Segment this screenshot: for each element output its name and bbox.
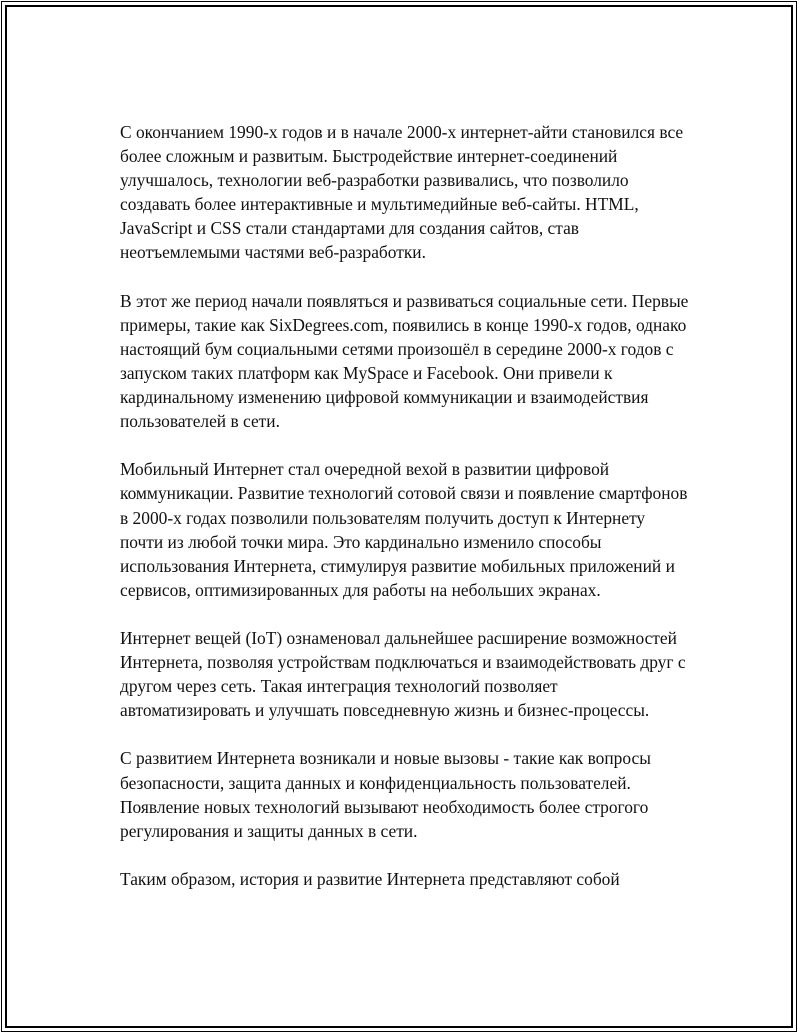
document-body [120,120,692,915]
paragraph-web-development: С окончанием 1990-х годов и в начале 2000-х интернет-айти становился все более сложным и развитым. Быстродействие интернет-соединений улучшалось, технологии веб-разработки развивались, что позволило создавать более интерактивные и мультимедийные веб-сайты. HTML, JavaScript и CSS стали стандартами для создания сайтов, став неотъемлемыми частями веб-разработки. [120,122,684,263]
paragraph-mobile-internet: Мобильный Интернет стал очередной вехой в развитии цифровой коммуникации. Развитие технологий сотовой связи и появление смартфонов в 2000-х годах позволили пользователям получить доступ к Интернету почти из любой точки мира. Это кардинально изменило способы использования Интернета, стимулируя развитие мобильных приложений и сервисов, оптимизированных для работы на небольших экранах. [120,459,688,600]
paragraph-new-challenges: С развитием Интернета возникали и новые вызовы - такие как вопросы безопасности, защита данных и конфиденциальность пользователей. Появление новых технологий вызывают необходимость более строгого регулирования и защиты данных в сети. [120,748,651,841]
paragraph-conclusion: Таким образом, история и развитие Интернета представляют собой [120,868,620,889]
paragraph-internet-of-things: Интернет вещей (IoT) ознаменовал дальнейшее расширение возможностей Интернета, позволяя устройствам подключаться и взаимодействовать друг с другом через сеть. Такая интеграция технологий позволяет автоматизировать и улучшать повседневную жизнь и бизнес-процессы. [120,627,686,721]
page-frame [1,1,797,1032]
paragraph-social-networks: В этот же период начали появляться и развиваться социальные сети. Первые примеры, такие как SixDegrees.com, появились в конце 1990-х годов, однако настоящий бум социальными сетями произошёл в середине 2000-х годов с запуском таких платформ как MySpace и Facebook. Они привели к кардинальному изменению цифровой коммуникации и взаимодействия пользователей в сети. [120,290,689,432]
